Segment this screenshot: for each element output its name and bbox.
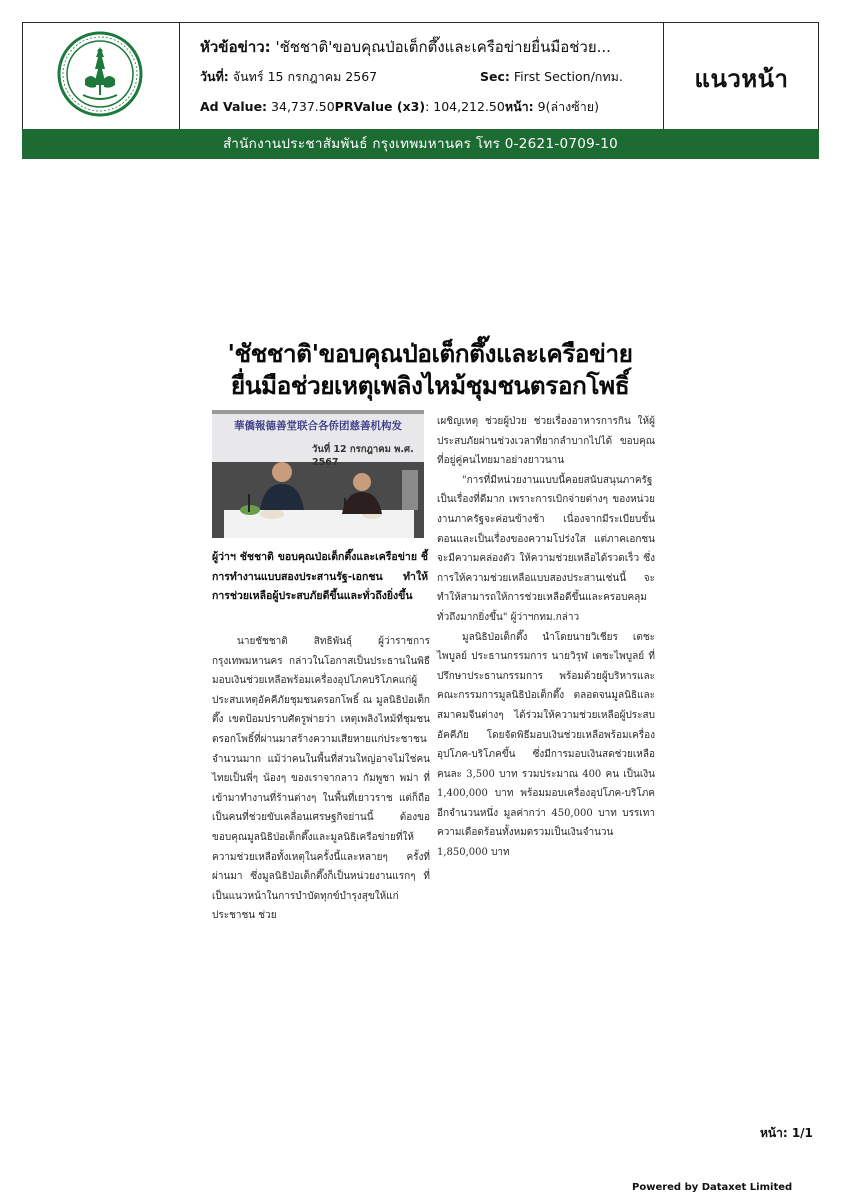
news-section-label: Sec: <box>480 69 510 84</box>
news-title-value: 'ชัชชาติ'ขอบคุณป่อเต็กตึ๊งและเครือข่ายยื่นมือช่วย... <box>270 38 611 56</box>
news-title-label: หัวข้อข่าว: <box>200 38 271 56</box>
news-section-row <box>480 67 623 87</box>
newspaper-cell <box>663 23 819 129</box>
clipping-info <box>180 23 662 129</box>
article-photo <box>212 410 424 538</box>
column-2-paragraph-3: มูลนิธิป่อเต็กตึ๊ง นำโดยนายวิเชียร เตชะไพบูลย์ ประธานกรรมการ นายวิรุฬ เตชะไพบูลย์ ที่ปรึกษาประธานกรรมการ พร้อมด้วยผู้บริหารและคณะกรรมการมูลนิธิป่อเต็กตึ๊ง ตลอดจนมูลนิธิและสมาคมจีนต่างๆ ได้ร่วมให้ความช่วยเหลือผู้ประสบอัคคีภัย โดยจัดพิธีมอบเงินช่วยเหลือพร้อมเครื่องอุปโภค-บริโภคขึ้น ซึ่งมีการมอบเงินสดช่วยเหลือคนละ 3,500 บาท รวมประมาณ 400 คน เป็นเงิน 1,400,000 บาท พร้อมมอบเครื่องอุปโภค-บริโภคอีกจำนวนหนึ่ง มูลค่ากว่า 450,000 บาท บรรเทาความเดือดร้อนทั้งหมดรวมเป็นเงินจำนวน 1,850,000 บาท <box>437 631 655 859</box>
agency-bar: สำนักงานประชาสัมพันธ์ กรุงเทพมหานคร โทร 0-2621-0709-10 <box>22 129 819 159</box>
article-headline <box>200 338 660 402</box>
news-date-value: จันทร์ 15 กรกฎาคม 2567 <box>228 69 378 84</box>
ad-value: 34,737.50 <box>267 99 335 114</box>
newspaper-name: แนวหน้า <box>694 65 789 93</box>
bangkok-seal-icon <box>55 29 145 119</box>
logo-cell <box>23 23 180 129</box>
headline-line-2: ยื่นมือช่วยเหตุเพลิงไหม้ชุมชนตรอกโพธิ์ <box>230 371 630 400</box>
pr-value: : 104,212.50 <box>425 99 505 114</box>
photo-caption: ผู้ว่าฯ ชัชชาติ ขอบคุณป่อเต็กตึ๊งและเครือข่าย ชี้การทำงานแบบสองประสานรัฐ-เอกชน ทำให้การช่วยเหลือผู้ประสบภัยดีขึ้นและทั่วถึงยิ่งขึ้น <box>212 551 428 602</box>
headline-line-1: 'ชัชชาติ'ขอบคุณป่อเต็กตึ๊งและเครือข่าย <box>227 339 633 368</box>
news-value-row <box>200 97 599 117</box>
article-column-1 <box>212 632 430 926</box>
page-value: 9(ล่างซ้าย) <box>533 99 599 114</box>
column-1-paragraph: นายชัชชาติ สิทธิพันธุ์ ผู้ว่าราชการกรุงเทพมหานคร กล่าวในโอกาสเป็นประธานในพิธีมอบเงินช่วยเหลือพร้อมเครื่องอุปโภคบริโภคแก่ผู้ประสบเหตุอัคคีภัยชุมชนตรอกโพธิ์ ณ มูลนิธิป่อเต็กตึ๊ง เขตป้อมปราบศัตรูพ่ายว่า เหตุเพลิงไหม้ที่ชุมชนตรอกโพธิ์ที่ผ่านมาสร้างความเสียหายแก่ประชาชนจำนวนมาก แม้ว่าคนในพื้นที่ส่วนใหญ่อาจไม่ใช่คนไทยเป็นพี่ๆ น้องๆ ของเราจากลาว กัมพูชา พม่า ที่เข้ามาทำงานที่ร้านต่างๆ ในพื้นที่เยาวราช แต่ก็ถือเป็นคนที่ช่วยขับเคลื่อนเศรษฐกิจย่านนี้ ต้องขอขอบคุณมูลนิธิป่อเต็กตึ๊งและมูลนิธิเครือข่ายที่ให้ความช่วยเหลือทั้งเหตุในครั้งนี้และหลายๆ ครั้งที่ผ่านมา ซึ่งมูลนิธิป่อเต็กตึ๊งก็เป็นหน่วยงานแรกๆ ที่เป็นแนวหน้าในการบำบัดทุกข์บำรุงสุขให้แก่ประชาชน ช่วย <box>212 636 430 922</box>
page-indicator: หน้า: 1/1 <box>760 1126 813 1140</box>
powered-by: Powered by Dataxet Limited <box>632 1182 793 1193</box>
news-date-label: วันที่: <box>200 69 229 84</box>
clipping-header <box>22 22 819 130</box>
pr-value-label: PRValue (x3) <box>334 99 426 114</box>
news-title-row <box>200 35 611 59</box>
photo-banner-date: วันที่ 12 กรกฎาคม พ.ศ. 2567 <box>312 444 414 468</box>
column-2-paragraph-2: "การที่มีหน่วยงานแบบนี้คอยสนับสนุนภาครัฐเป็นเรื่องที่ดีมาก เพราะการเบิกจ่ายต่างๆ ของหน่วยงานภาครัฐจะค่อนข้างช้า เนื่องจากมีระเบียบขั้นตอนและเป็นเรื่องของความโปร่งใส แต่ภาคเอกชนจะมีความคล่องตัว ให้ความช่วยเหลือได้รวดเร็ว ซึ่งการให้ความช่วยเหลือแบบสองประสานเช่นนี้ จะทำให้สามารถให้การช่วยเหลือดีขึ้นและครอบคลุมทั่วถึงมากยิ่งขึ้น" ผู้ว่าฯกทม.กล่าว <box>437 474 655 623</box>
page-label: หน้า: <box>504 99 534 114</box>
column-2-paragraph-1: เผชิญเหตุ ช่วยผู้ป่วย ช่วยเรื่องอาหารการกิน ให้ผู้ประสบภัยผ่านช่วงเวลาที่ยากลำบากไปได้ ขอบคุณที่อยู่คู่คนไทยมาอย่างยาวนาน <box>437 416 655 467</box>
photo-banner-text: 華僑報德善堂联合各侨团慈善机构发 <box>234 420 402 432</box>
article-column-2 <box>437 412 655 863</box>
news-section-value: First Section/กทม. <box>509 69 623 84</box>
ad-value-label: Ad Value: <box>200 99 268 114</box>
news-date-row <box>200 67 377 87</box>
